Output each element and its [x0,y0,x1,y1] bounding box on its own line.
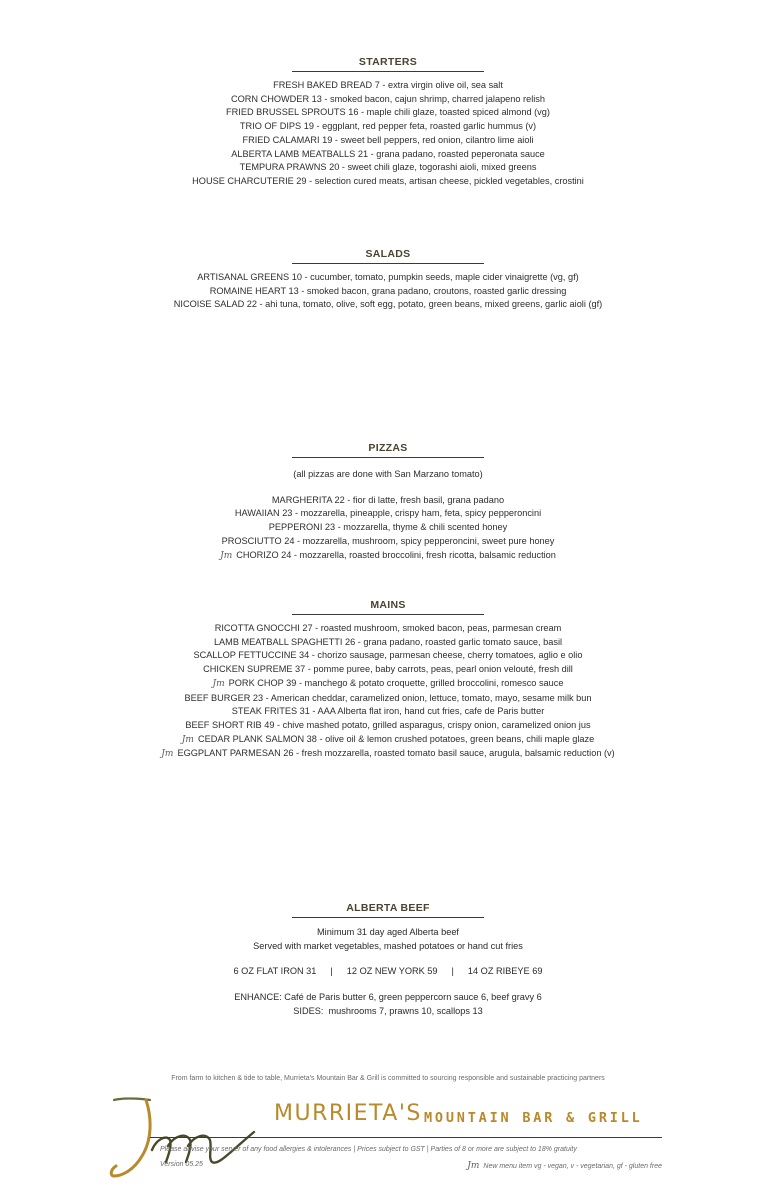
menu-item: ARTISANAL GREENS 10 - cucumber, tomato, pumpkin seeds, maple cider vinaigrette (vg, gf) [197,272,579,282]
brand-divider [150,1137,662,1138]
alberta-beef-heading: ALBERTA BEEF [292,902,484,918]
beef-aging-note: Minimum 31 day aged Alberta beef [317,927,459,937]
menu-item: ROMAINE HEART 13 - smoked bacon, grana padano, croutons, roasted garlic dressing [209,285,567,296]
menu-item: HAWAIIAN 23 - mozzarella, pineapple, crispy ham, feta, spicy pepperoncini [234,508,542,519]
pizzas-section [0,442,776,563]
menu-item-new [0,733,776,748]
brand-name: MURRIETA'S [274,1101,422,1126]
menu-item [0,622,776,636]
menu-item-text: SCALLOP FETTUCCINE 34 - chorizo sausage, parmesan cheese, cherry tomatoes, aglio e olio [193,650,583,661]
starters-heading: STARTERS [292,56,484,72]
pizzas-heading: PIZZAS [292,442,484,458]
menu-item: ALBERTA LAMB MEATBALLS 21 - grana padano, roasted peperonata sauce [231,148,545,159]
menu-item: FRESH BAKED BREAD 7 - extra virgin olive oil, sea salt [273,80,503,90]
cut-separator: | [330,966,333,977]
mains-heading: MAINS [292,599,484,615]
menu-item-text: BEEF BURGER 23 - American cheddar, caramelized onion, lettuce, tomato, mayo, sesame milk bun [184,692,592,703]
menu-item-text: STEAK FRITES 31 - AAA Alberta flat iron, hand cut fries, cafe de Paris butter [231,706,545,717]
menu-item-new [0,747,776,762]
menu-item [0,692,776,706]
menu-item: PROSCIUTTO 24 - mozzarella, mushroom, spicy pepperoncini, sweet pure honey [221,535,555,546]
cut-separator: | [451,966,454,977]
new-item-icon: Jm [181,734,194,745]
menu-item: CORN CHOWDER 13 - smoked bacon, cajun shrimp, charred jalapeno relish [230,93,546,104]
menu-item-text: BEEF SHORT RIB 49 - chive mashed potato, grilled asparagus, crispy onion, caramelized onion jus [185,719,591,730]
menu-item: HOUSE CHARCUTERIE 29 - selection cured meats, artisan cheese, pickled vegetables, crostini [192,175,584,186]
menu-item: FRIED BRUSSEL SPROUTS 16 - maple chili glaze, toasted spiced almond (vg) [226,107,550,118]
menu-item: MARGHERITA 22 - fior di latte, fresh basil, grana padano [271,494,505,505]
beef-cuts [0,965,776,979]
new-item-icon: Jm [467,1161,480,1171]
pizzas-list [0,494,776,564]
menu-item-text: RICOTTA GNOCCHI 27 - roasted mushroom, smoked bacon, peas, parmesan cream [214,623,562,633]
beef-sides: SIDES: mushrooms 7, prawns 10, scallops 13 [293,1005,483,1016]
beef-enhance: ENHANCE: Café de Paris butter 6, green peppercorn sauce 6, beef gravy 6 [234,992,542,1003]
starters-list [0,79,776,189]
sourcing-statement: From farm to kitchen & tide to table, Murrieta's Mountain Bar & Grill is committed to sourcing responsible and sustainable practicing partners [171,1075,605,1082]
menu-item-text: PORK CHOP 39 - manchego & potato croquette, grilled broccolini, romesco sauce [228,677,564,688]
new-item-icon: Jm [220,550,233,561]
menu-item-new [0,677,776,692]
alberta-beef-section [0,902,776,1019]
starters-section [0,56,776,189]
menu-item-text: EGGPLANT PARMESAN 26 - fresh mozzarella, roasted tomato basil sauce, arugula, balsamic reduction (v) [177,748,615,759]
menu-item: FRIED CALAMARI 19 - sweet bell peppers, red onion, cilantro lime aioli [242,134,534,145]
beef-served-note: Served with market vegetables, mashed potatoes or hand cut fries [253,940,523,951]
menu-item [0,705,776,719]
menu-item [0,649,776,663]
beef-cut: 14 OZ RIBEYE 69 [467,966,543,977]
menu-item: TRIO OF DIPS 19 - eggplant, red pepper feta, roasted garlic hummus (v) [239,121,537,132]
mains-list [0,622,776,762]
menu-item-text: CEDAR PLANK SALMON 38 - olive oil & lemon crushed potatoes, green beans, chili maple glaze [197,733,595,744]
salads-section [0,248,776,312]
menu-item: PEPPERONI 23 - mozzarella, thyme & chili scented honey [268,522,508,533]
brand-tagline: MOUNTAIN BAR & GRILL [424,1110,643,1126]
menu-legend [467,1161,662,1171]
beef-cut: 12 OZ NEW YORK 59 [346,966,438,977]
pizzas-note: (all pizzas are done with San Marzano tomato) [293,469,483,479]
mains-section [0,599,776,762]
menu-item-text: CHICKEN SUPREME 37 - pomme puree, baby carrots, peas, pearl onion velouté, fresh dill [203,664,573,675]
menu-item-text: CHORIZO 24 - mozzarella, roasted broccolini, fresh ricotta, balsamic reduction [236,549,556,560]
beef-cut: 6 OZ FLAT IRON 31 [233,966,317,977]
menu-item [0,663,776,677]
salads-heading: SALADS [292,248,484,264]
menu-item-new [0,549,776,564]
menu-item [0,636,776,650]
new-item-icon: Jm [161,749,174,760]
menu-item: TEMPURA PRAWNS 20 - sweet chili glaze, togorashi aioli, mixed greens [239,162,537,173]
salads-list [0,271,776,312]
allergy-disclaimer: Please advise your server of any food allergies & intolerances | Prices subject to GST | Parties of 8 or more are subject to 18% gratuity [160,1146,577,1153]
murrietas-logo-mark-icon [108,1096,258,1182]
menu-item [0,719,776,733]
legend-text: New menu item vg - vegan, v - vegetarian, gf - gluten free [483,1163,662,1170]
menu-item-text: LAMB MEATBALL SPAGHETTI 26 - grana padano, roasted garlic tomato sauce, basil [213,636,563,647]
menu-version: Version 05.25 [160,1161,203,1168]
menu-item: NICOISE SALAD 22 - ahi tuna, tomato, olive, soft egg, potato, green beans, mixed greens, garlic aioli (gf) [173,299,603,310]
new-item-icon: Jm [212,678,225,689]
